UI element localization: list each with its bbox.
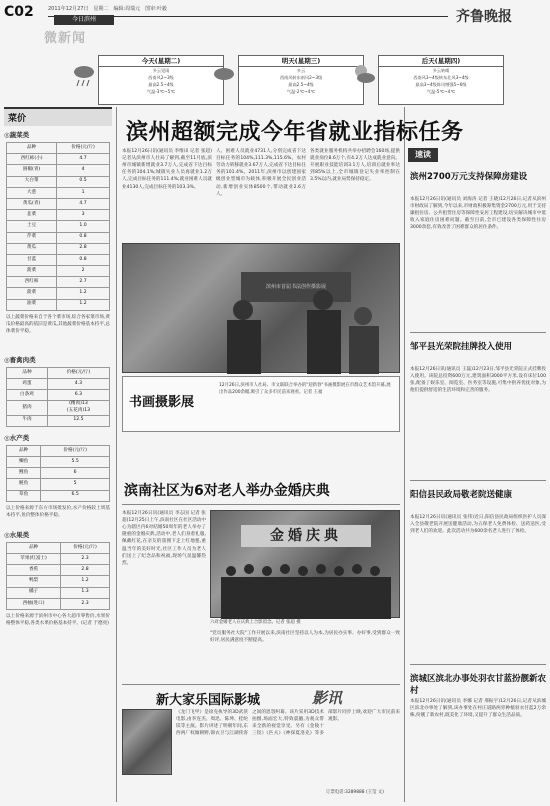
item-price: 0.8 (57, 254, 110, 265)
fruit-title: ◎水果类 (4, 530, 30, 539)
item-price: 4.7 (57, 154, 110, 165)
photo-caption: 六对金婚老人在庆典上合影留念。记者 张超 摄 (210, 620, 301, 625)
item-name: 鲢鱼 (7, 479, 41, 490)
weather-day: 明天(星期三) (239, 56, 363, 67)
newspaper-logo: 齐鲁晚报 (456, 9, 512, 25)
brief-headline: 邹平县光荣院挂牌投入使用 (410, 342, 513, 352)
section-label: 今日滨州 (54, 15, 114, 25)
item-name: 甘蓝 (7, 254, 57, 265)
weather-line: 多云 (296, 68, 306, 73)
item-price: 2.3 (61, 554, 110, 565)
item-price: 12.5 (47, 415, 109, 426)
weather-line: 气温-5℃~4℃ (426, 89, 456, 94)
table-row (7, 457, 110, 468)
fruit-note: 以上价格来源于滨州市中心各大超市零售价,水果价格整体平稳,各类水果价格基本持平。(记者 于德亮) (6, 613, 110, 627)
weather-line: 最高2.5~4级 (148, 82, 174, 87)
divider (410, 480, 546, 481)
movie-poster (122, 709, 172, 775)
veg-title: ◎蔬菜类 (4, 131, 30, 139)
quick-read-label: 速读 (408, 148, 438, 162)
item-name: 大葱 (7, 187, 57, 198)
table-header-cell: 品种 (7, 542, 61, 553)
article-text: "党员服务社大院"工作开展以来,滨南社区坚持以人为本,为居民办实事、办好事,受到群众一致好评,居民满意度不断提高。 (210, 631, 400, 644)
weather-line: 最高2.5~4级 (288, 82, 314, 87)
meat-price-table (6, 367, 110, 427)
sun-cloud-icon (352, 62, 376, 100)
table-header-cell: 价格(元/斤) (47, 367, 109, 378)
item-price: 4.3 (47, 379, 109, 390)
item-name: 鸡蛋 (7, 379, 48, 390)
table-row (7, 379, 110, 390)
cloud-icon (212, 62, 236, 100)
brief-headline: 滨城区滨北办事处羽衣甘蓝扮靓新农村 (410, 674, 547, 696)
table-row (7, 232, 110, 243)
item-name: 牛肉 (7, 415, 48, 426)
weather-today (98, 55, 224, 105)
aqua-title: ◎水产类 (4, 433, 30, 442)
veg-note: 以上蔬菜价格来自于各个菜市场,综合各家菜市场,黄瓜价格最高的依旧是黄瓜,其他蔬菜价格基本持平,总体菜价平稳。 (6, 314, 110, 335)
item-price: 2 (57, 266, 110, 277)
film-news-tag: 影讯 (312, 689, 343, 707)
table-row (7, 176, 110, 187)
table-row (7, 299, 110, 310)
photo-caption-box (122, 376, 400, 432)
item-price: 3 (57, 210, 110, 221)
item-name: 西红柿 (7, 277, 57, 288)
people-silhouette-icon (123, 244, 401, 374)
table-row (7, 198, 110, 209)
weather-line: 最高3~4级阵风增强5~6级 (415, 82, 467, 87)
item-name: 大白菜 (7, 176, 57, 187)
item-name: 鸭梨 (7, 576, 61, 587)
item-name: 黄瓜(青) (7, 198, 57, 209)
item-price: 2.8 (57, 243, 110, 254)
golden-wedding-photo (210, 510, 400, 618)
brief-headline: 滨州2700万元支持保障房建设 (410, 172, 528, 182)
weather-line: 气温-2℃~4℃ (286, 89, 316, 94)
exhibition-photo (122, 243, 400, 373)
item-name: 芹菜 (7, 232, 57, 243)
photo-title: 书画摄影展 (129, 395, 195, 410)
table-row (7, 565, 110, 576)
item-price: 6.3 (47, 390, 109, 401)
item-price: 6 (41, 468, 110, 479)
divider (122, 504, 400, 505)
story-headline: 滨南社区为6对老人举办金婚庆典 (124, 483, 330, 499)
item-name: 白条鸡 (7, 390, 48, 401)
brief-headline: 阳信县民政局敬老院送健康 (410, 490, 513, 500)
weather-day: 后天(星期四) (379, 56, 503, 67)
item-name: 草鱼 (7, 490, 41, 501)
price-sidebar (4, 107, 112, 646)
item-price: 1.2 (57, 299, 110, 310)
page-number: C02 (4, 4, 34, 20)
brief-text: 本报12月26日讯(通讯员 张伟)近日,阳信县民政局组织医护人员深入全县敬老院开展送健康活动,为五保老人免费体检、送药送医,受到老人们的欢迎。此次活动共为600余名老人进行了体检。 (410, 515, 546, 535)
column-divider (116, 107, 117, 802)
item-price: 5.5 (41, 457, 110, 468)
divider (410, 332, 546, 333)
item-price: 5 (41, 479, 110, 490)
veg-price-table (6, 142, 110, 311)
divider (410, 664, 546, 665)
table-header-cell: 品种 (7, 445, 41, 456)
item-price: 1 (57, 187, 110, 198)
item-price: 1.0 (57, 221, 110, 232)
brief-text: 本报12月26日讯(通讯员 刘海涛 记者 王晓)12月26日,记者从滨州市财政局了解到,今年以来,市财政积极筹集资金2700万元,用于支持廉租住房、公共租赁住房等保障性安居工程建设,切实解决城市中低收入家庭住房困难问题。截至目前,全市已建设各类保障性住房3000余套,有效改善了困难群众的居住条件。 (410, 197, 546, 231)
table-row (7, 277, 110, 288)
fruit-price-table (6, 542, 110, 610)
item-name: 黄瓜 (7, 243, 57, 254)
item-price: (精肉)13 (五花肉)13 (47, 401, 109, 415)
table-row (7, 415, 110, 426)
item-price: 2.8 (61, 565, 110, 576)
item-price: 2.7 (57, 277, 110, 288)
table-header-row (7, 445, 110, 456)
weather-day-after (378, 55, 504, 105)
sidebar-title: 菜价 (4, 107, 112, 126)
aqua-note: 以上价格来源于东方市场批发价,水产价格较上周基本持平,鱼价整体价格平稳。 (6, 505, 110, 518)
item-price: 2.3 (61, 598, 110, 609)
article-text: 人、困难人员就业4731人,分别完成省下达目标任务的104%,111.3%,115.6%。农村劳动力转移就业3.67万人,完成省下达目标任务的101.4%。2011年,滨州市以创建国家级创业型城市为载体,积极开展全民创业活动,新增创业实体8500个,带动就业2.6万人。 (216, 149, 306, 197)
weather-day: 今天(星期二) (99, 56, 223, 67)
item-name: 苹果(红富士) (7, 554, 61, 565)
table-header-cell: 品种 (7, 367, 48, 378)
photo-banner: 金婚庆典 (241, 525, 371, 547)
item-price: 0.8 (57, 232, 110, 243)
weather-line: 气温-3℃~5℃ (146, 89, 176, 94)
table-header-row (7, 143, 110, 154)
table-row (7, 401, 110, 415)
item-price: 0.5 (57, 176, 110, 187)
table-row (7, 266, 110, 277)
item-price: 4.7 (57, 198, 110, 209)
item-price: 1.3 (61, 587, 110, 598)
weather-line: 多云转晴 (432, 68, 450, 73)
item-name: 鲤鱼 (7, 468, 41, 479)
table-header-cell: 价格(元/斤) (41, 445, 110, 456)
weather-line: 多云见雨 (152, 68, 170, 73)
item-name: 鲫鱼 (7, 457, 41, 468)
meat-title: ◎畜禽肉类 (4, 355, 36, 364)
table-header-cell: 价格(元/斤) (57, 143, 110, 154)
article-text: 本报12月26日讯(通讯员 李志国 记者 张超)12月25日上午,滨南社区在社区活动中心为辖区内6对结婚50周年的老人举办了隆重的金婚庆典,活动中,老人们身着礼服,佩戴红花,在亲友的簇拥下走上红地毯,重温当年的美好时光,社区工作人员为老人们送上了纪念品和祝福,现场气氛温馨热烈。 (122, 511, 206, 566)
article-text: 《龙门飞甲》是徐克执导的3D武侠电影,由李连杰、周迅、陈坤、桂纶镁等主演。影片讲述了明朝年间,东西两厂权倾朝野,锦衣卫与江湖侠客之间的恩怨纠葛。该片采用3D技术拍摄,场面宏大,特效震撼,为观众带来全新的视觉享受。另有《金陵十三钗》《匹夫》《神探夏洛克》等多部影片同步上映,欢迎广大市民前来观影。 (176, 710, 400, 737)
item-price: 1.2 (61, 576, 110, 587)
item-name: 土豆 (7, 221, 57, 232)
item-name: 韭菜 (7, 210, 57, 221)
cinema-title: 新大家乐国际影城 (156, 693, 261, 708)
table-row (7, 210, 110, 221)
table-row (7, 554, 110, 565)
table-row (7, 243, 110, 254)
weather-line: 西南风转东南风2~3级 (279, 75, 323, 80)
table-row (7, 154, 110, 165)
table-row (7, 390, 110, 401)
item-name: 猪肉 (7, 401, 48, 415)
table-row (7, 165, 110, 176)
aqua-price-table (6, 445, 110, 502)
item-name: 圆椒(青) (7, 165, 57, 176)
cinema-header (122, 684, 400, 706)
item-price: 4 (57, 165, 110, 176)
item-name: 菠菜 (7, 266, 57, 277)
item-name: 西红柿(小) (7, 154, 57, 165)
ticket-info: 订票电话:3289888 (王莹 文) (326, 790, 384, 795)
table-header-cell: 品种 (7, 143, 57, 154)
table-header-row (7, 542, 110, 553)
column-divider (404, 107, 405, 802)
table-row (7, 479, 110, 490)
cloud-rain-icon (72, 62, 96, 100)
photo-banner: 滨州市首届书法创作摄影展 (241, 272, 351, 302)
article-text: 本报12月26日讯(通讯员 李维田 记者 张超)记者从滨州市人社局了解到,截至11月底,滨州市城镇新增就业3.7万人,完成省下达目标任务的104.1%;城镇失业人员再就业1.2万人,完成目标任务的111.4%;就业困难人员就业4130人,完成目标任务的103.3%。 (122, 149, 212, 190)
table-header-row (7, 367, 110, 378)
brief-text: 本报12月26日讯(通讯员 王磊)12月23日,邹平县光荣院正式挂牌投入使用。该院总投资600万元,建筑面积3000平方米,设有床位100张,配备了娱乐室、阅览室、医务室等设施,可集中供养优抚对象,为他们提供舒适的生活环境和完善的服务。 (410, 367, 546, 394)
sub-brand: 微新闻 (44, 31, 87, 46)
table-header-cell: 价格(元/斤) (61, 542, 110, 553)
table-row (7, 576, 110, 587)
article-text: 各类就业服务机构共举办招聘会160场,提供就业岗位8.6万个,有4.2万人达成就业意向。开展职业技能培训3.1万人,培训后就业率达到85%以上,全市城镇登记失业率控制在3.5%以内,就业局势保持稳定。 (310, 149, 400, 183)
main-headline: 滨州超额完成今年省就业指标任务 (126, 120, 464, 145)
table-row (7, 598, 110, 609)
item-name: 香蕉 (7, 565, 61, 576)
item-name: 西柚(进口) (7, 598, 61, 609)
date-line: 2011年12月27日 星期二 编辑:周瑞元 图审:叶毅 (48, 6, 167, 12)
weather-tomorrow (238, 55, 364, 105)
table-row (7, 254, 110, 265)
table-row (7, 221, 110, 232)
crowd-silhouette-icon (211, 511, 401, 619)
item-price: 6.5 (41, 490, 110, 501)
item-price: 1.2 (57, 288, 110, 299)
table-row (7, 288, 110, 299)
table-row (7, 587, 110, 598)
table-row (7, 490, 110, 501)
brief-text: 本报12月26日讯(通讯员 李娜 记者 邢振宇)12月26日,记者从滨城区滨北办事处了解到,该办事处在村庄道路两旁种植羽衣甘蓝2万余株,扮靓了新农村,既美化了环境,又提升了群众生活品质。 (410, 699, 546, 719)
item-name: 菠菜 (7, 288, 57, 299)
weather-line: 西南风2~3级 (148, 75, 174, 80)
table-row (7, 187, 110, 198)
table-row (7, 468, 110, 479)
weather-line: 西南风3~4级转东北风3~4级 (413, 75, 469, 80)
item-name: 油菜 (7, 299, 57, 310)
item-name: 橘子 (7, 587, 61, 598)
photo-caption: 12月26日,滨州市人社局、市文联联合举办的"迎新春"书画摄影展在市群众艺术馆开幕,展出作品200余幅,吸引了众多市民前来观看。记者 王福 (219, 383, 391, 395)
